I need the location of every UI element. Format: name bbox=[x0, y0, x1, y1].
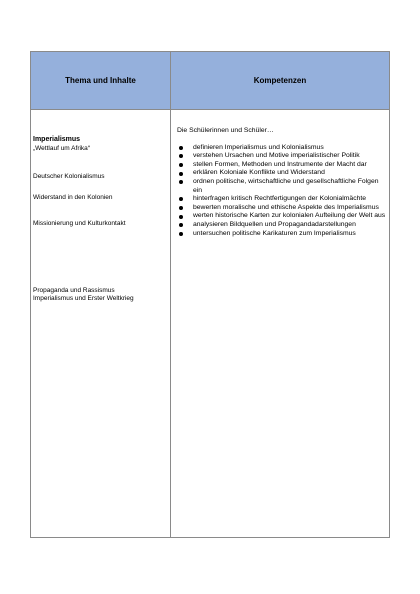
list-item-text: ordnen politische, wirtschaftliche und gesellschaftliche Folgen ein bbox=[193, 177, 379, 194]
bullet-icon bbox=[179, 197, 183, 201]
topic-title-text: Imperialismus bbox=[33, 136, 81, 143]
list-item-text: erklären Koloniale Konflikte und Widerstand bbox=[193, 169, 325, 177]
topic-item: Propaganda und Rassismus bbox=[33, 287, 115, 294]
topic-item: Missionierung und Kulturkontakt bbox=[33, 220, 126, 227]
bullet-icon bbox=[179, 172, 183, 176]
competences-column bbox=[177, 127, 387, 238]
header-topics: Thema und Inhalte bbox=[65, 76, 136, 85]
list-item bbox=[177, 152, 387, 161]
bullet-icon bbox=[179, 215, 183, 219]
list-item bbox=[177, 195, 387, 204]
topic-item: Widerstand in den Kolonien bbox=[33, 194, 113, 201]
topic-subtitle: „Wettlauf um Afrika“ bbox=[33, 145, 90, 152]
topic-item: Deutscher Kolonialismus bbox=[33, 173, 105, 180]
list-item-text: definieren Imperialismus und Kolonialismus bbox=[193, 143, 324, 151]
list-item-text: untersuchen politische Karikaturen zum Imperialismus bbox=[193, 229, 356, 237]
list-item-text: verstehen Ursachen und Motive imperialistischer Politik bbox=[193, 152, 360, 160]
bullet-icon bbox=[179, 180, 183, 184]
bullet-icon bbox=[179, 232, 183, 236]
list-item bbox=[177, 230, 387, 239]
topic-main-title bbox=[33, 136, 80, 144]
list-item-text: analysieren Bildquellen und Propagandadarstellungen bbox=[193, 220, 356, 228]
list-item bbox=[177, 221, 387, 230]
bullet-icon bbox=[179, 146, 183, 150]
table-header-row bbox=[31, 52, 389, 110]
curriculum-table bbox=[30, 51, 390, 538]
competences-intro: Die Schülerinnen und Schüler… bbox=[177, 127, 274, 134]
list-item bbox=[177, 161, 387, 170]
bullet-icon bbox=[179, 223, 183, 227]
column-divider bbox=[170, 52, 171, 537]
list-item-text: stellen Formen, Methoden und Instrumente der Macht dar bbox=[193, 160, 367, 168]
topic-item: Imperialismus und Erster Weltkrieg bbox=[33, 295, 134, 302]
list-item bbox=[177, 212, 387, 221]
list-item bbox=[177, 178, 387, 195]
bullet-icon bbox=[179, 163, 183, 167]
competences-list bbox=[177, 144, 387, 239]
list-item-text: werten historische Karten zur kolonialen Aufteilung der Welt aus bbox=[193, 212, 386, 220]
bullet-icon bbox=[179, 154, 183, 158]
list-item-text: hinterfragen kritisch Rechtfertigungen der Kolonialmächte bbox=[193, 195, 367, 203]
header-competences: Kompetenzen bbox=[253, 76, 307, 85]
list-item bbox=[177, 204, 387, 213]
list-item bbox=[177, 144, 387, 153]
bullet-icon bbox=[179, 206, 183, 210]
list-item-text: bewerten moralische und ethische Aspekte des Imperialismus bbox=[193, 203, 379, 211]
list-item bbox=[177, 169, 387, 178]
